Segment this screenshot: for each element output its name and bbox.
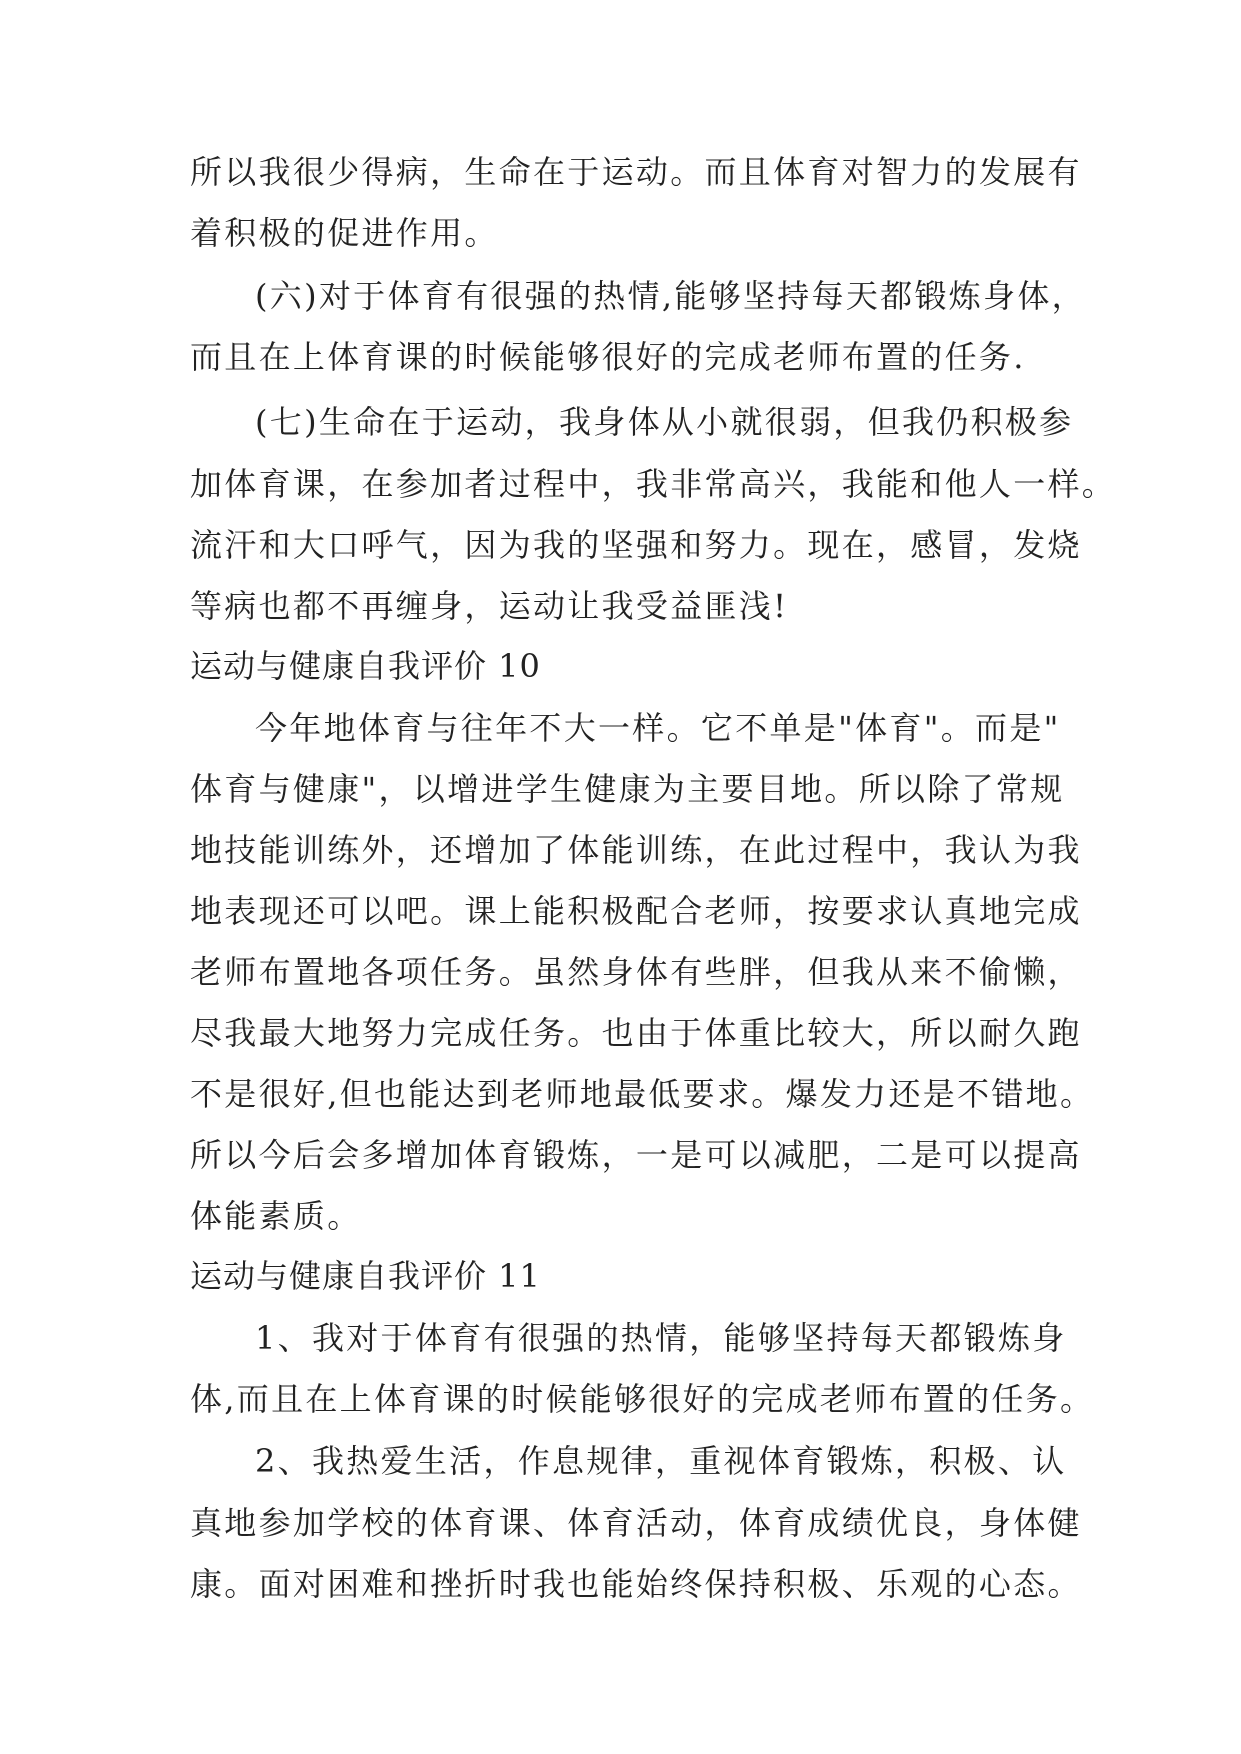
text-line: 等病也都不再缠身，运动让我受益匪浅! <box>190 587 789 625</box>
text-line: 2、我热爱生活，作息规律，重视体育锻炼，积极、认 <box>255 1442 1067 1480</box>
text-line: 不是很好,但也能达到老师地最低要求。爆发力还是不错地。 <box>190 1075 1095 1113</box>
text-line: 流汗和大口呼气，因为我的坚强和努力。现在，感冒，发烧 <box>190 526 1082 564</box>
text-line: 所以我很少得病，生命在于运动。而且体育对智力的发展有 <box>190 153 1082 191</box>
text-line: (六)对于体育有很强的热情,能够坚持每天都锻炼身体， <box>255 277 1086 315</box>
text-line: 体,而且在上体育课的时候能够很好的完成老师布置的任务。 <box>190 1380 1095 1418</box>
section-heading: 运动与健康自我评价 10 <box>190 647 541 685</box>
text-line: 体能素质。 <box>190 1197 362 1235</box>
text-line: 着积极的促进作用。 <box>190 214 499 252</box>
text-line: 1、我对于体育有很强的热情，能够坚持每天都锻炼身 <box>255 1319 1067 1357</box>
text-line: 所以今后会多增加体育锻炼，一是可以减肥，二是可以提高 <box>190 1136 1082 1174</box>
text-line: 康。面对困难和挫折时我也能始终保持积极、乐观的心态。 <box>190 1565 1082 1603</box>
text-line: 地技能训练外，还增加了体能训练，在此过程中，我认为我 <box>190 831 1082 869</box>
text-line: 加体育课，在参加者过程中，我非常高兴，我能和他人一样。 <box>190 465 1117 503</box>
text-line: 老师布置地各项任务。虽然身体有些胖，但我从来不偷懒， <box>190 953 1082 991</box>
text-line: 而且在上体育课的时候能够很好的完成老师布置的任务. <box>190 338 1026 376</box>
text-line: 今年地体育与往年不大一样。它不单是"体育"。而是" <box>255 709 1061 747</box>
text-line: 地表现还可以吧。课上能积极配合老师，按要求认真地完成 <box>190 892 1082 930</box>
text-line: (七)生命在于运动，我身体从小就很弱，但我仍积极参 <box>255 403 1074 441</box>
text-line: 体育与健康"，以增进学生健康为主要目地。所以除了常规 <box>190 770 1065 808</box>
text-line: 真地参加学校的体育课、体育活动，体育成绩优良，身体健 <box>190 1504 1082 1542</box>
text-line: 尽我最大地努力完成任务。也由于体重比较大，所以耐久跑 <box>190 1014 1082 1052</box>
section-heading: 运动与健康自我评价 11 <box>190 1257 541 1295</box>
